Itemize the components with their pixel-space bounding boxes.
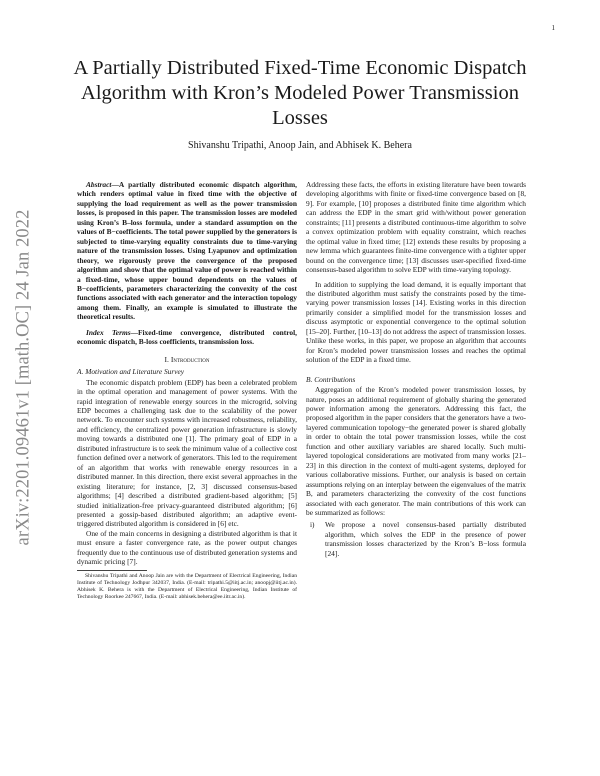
- index-terms-text: —Fixed-time convergence, distributed control, economic dispatch, B-loss coefficients, transmission loss.: [77, 327, 297, 347]
- paragraph: Addressing these facts, the efforts in existing literature have been towards developing algorithms with finite or fixed-time convergence based on [8, 9]. For example, [10] proposes a distributed finite time algorithm which can address the EDP in the smart grid with/without power generation constraints; [11] presents a distributed continuous-time algorithm to solve a convex optimization problem with equality constraint, which reaches the optimal value in fixed time; [12] extends these results by proposing a new lemma which guarantees finite-time convergence with a tighter upper bound on the convergence time; [13] discusses user-specified fixed-time consensus-based algorithm to solve EDP with time-varying topology.: [306, 180, 526, 275]
- paper-title: A Partially Distributed Fixed-Time Economic Dispatch Algorithm with Kron’s Modeled Power Transmission Losses: [73, 57, 527, 129]
- left-column: [77, 180, 297, 601]
- paper-authors: Shivanshu Tripathi, Anoop Jain, and Abhisek K. Behera: [188, 140, 412, 151]
- subsection-heading-motivation: A. Motivation and Literature Survey: [77, 367, 185, 377]
- list-marker: i): [310, 520, 315, 530]
- page-number: 1: [551, 24, 555, 32]
- contribution-item: [306, 520, 526, 558]
- paragraph: In addition to supplying the load demand, it is equally important that the distributed algorithm must satisfy the constraints posed by the time-varying power transmission losses [14]. Existing works in this direction primarily consider a simplified model for the transmission losses and discuss asymptotic or exponential convergence to the optimal solution [15–20]. Further, [10–13] do not address the aspect of transmission losses. Unlike these works, in this paper, we propose an algorithm that accounts for Kron’s modeled power transmission losses and reaches the optimal solution of the EDP in a fixed time.: [306, 279, 526, 365]
- author-footnote: Shivanshu Tripathi and Anoop Jain are with the Department of Electrical Engineering, Indian Institute of Technology Jodhpur 342037, India. (E-mail: tripathi.5@iitj.ac.in; anoopj@iitj.ac.in). Abhisek K. Behera is with the Department of Electrical Engineering, Indian Institute of Technology Roorkee 247667, India. (E-mail: abhisek.behera@ee.iitr.ac.in).: [77, 572, 297, 600]
- abstract: [77, 180, 297, 322]
- index-terms: [77, 328, 297, 347]
- abstract-label: Abstract: [86, 180, 112, 189]
- arxiv-id: arXiv:2201.09461v1 [math.OC] 24 Jan 2022: [13, 209, 34, 545]
- paragraph: The economic dispatch problem (EDP) has been a celebrated problem in the optimal operation and management of power systems. With the rapid integration of renewable energy sources in the microgrid, solving EDP becomes a challenging task due to the scalability of the power network. To encounter such systems with increased robustness, reliability, and efficiency, the centralized power generation infrastructure is slowly moving towards a distributed one [1]. The primary goal of EDP in a distributed infrastructure is to seek the minimum value of a collective cost function defined over a network of generators. This led to the requirement of an algorithm that works with renewable energy resources in a distributed manner. In this direction, there exist several approaches in the existing literature; for instance, [2, 3] discussed consensus-based algorithms; [4] described a distributed gradient-based algorithm; [5] studied initialization-free privacy-guaranteed distributed algorithm; [6] presented a gossip-based distributed algorithm; an adaptive event-triggered distributed algorithm is considered in [6] etc.: [77, 377, 297, 529]
- subsection-heading-contributions: B. Contributions: [306, 374, 356, 384]
- right-column: [306, 180, 526, 558]
- index-terms-label: Index Terms: [86, 327, 131, 337]
- paragraph: One of the main concerns in designing a distributed algorithm is that it must ensure a faster convergence rate, as the power output changes frequently due to the continuous use of distributed generation systems and dynamic pricing [7].: [77, 528, 297, 567]
- abstract-text: —A partially distributed economic dispatch algorithm, which renders optimal value in fixed time with the objective of supplying the load requirement as well as the power transmission losses, is proposed in this paper. The transmission losses are modeled using Kron’s B–loss formula, under a standard assumption on the values of B−coefficients. The total power supplied by the generators is subjected to time-varying equality constraints due to time-varying nature of the transmission losses. Using Lyapunov and optimization theory, we rigorously prove the convergence of the proposed algorithm and show that the optimal value of power is reached within a fixed-time, whose upper bound dependents on the values of B−coefficients, parameters characterizing the convexity of the cost functions associated with each generator and the interaction topology among them. Finally, an example is simulated to illustrate the theoretical results.: [77, 180, 297, 322]
- arxiv-watermark: [10, 178, 38, 576]
- section-heading-introduction: I. Introduction: [164, 354, 210, 364]
- list-item-text: We propose a novel consensus-based partially distributed algorithm, which solves the EDP in the presence of power transmission losses characterized by the Kron’s B−loss formula [24].: [325, 520, 526, 558]
- paragraph: Aggregation of the Kron’s modeled power transmission losses, by nature, poses an additional requirement of globally sharing the generated power information among the generators. Addressing this fact, the proposed algorithm in the paper considers that the generators have a two-layered communication topology−the generated power is shared globally in order to obtain the total power transmission losses, while the cost function and other auxiliary variables are shared locally. Such multi-layered topological considerations are motivated from many works [21–23] in this direction in the context of multi-agent systems, deployed for various collaborative missions. Further, our analysis is based on certain assumptions relying on an interplay between the eigenvalues of the matrix B, and parameters characterizing the convexity of the cost functions associated with each generator. The main contributions of this work can be summarized as follows:: [306, 385, 526, 517]
- footnote-divider: [77, 570, 147, 571]
